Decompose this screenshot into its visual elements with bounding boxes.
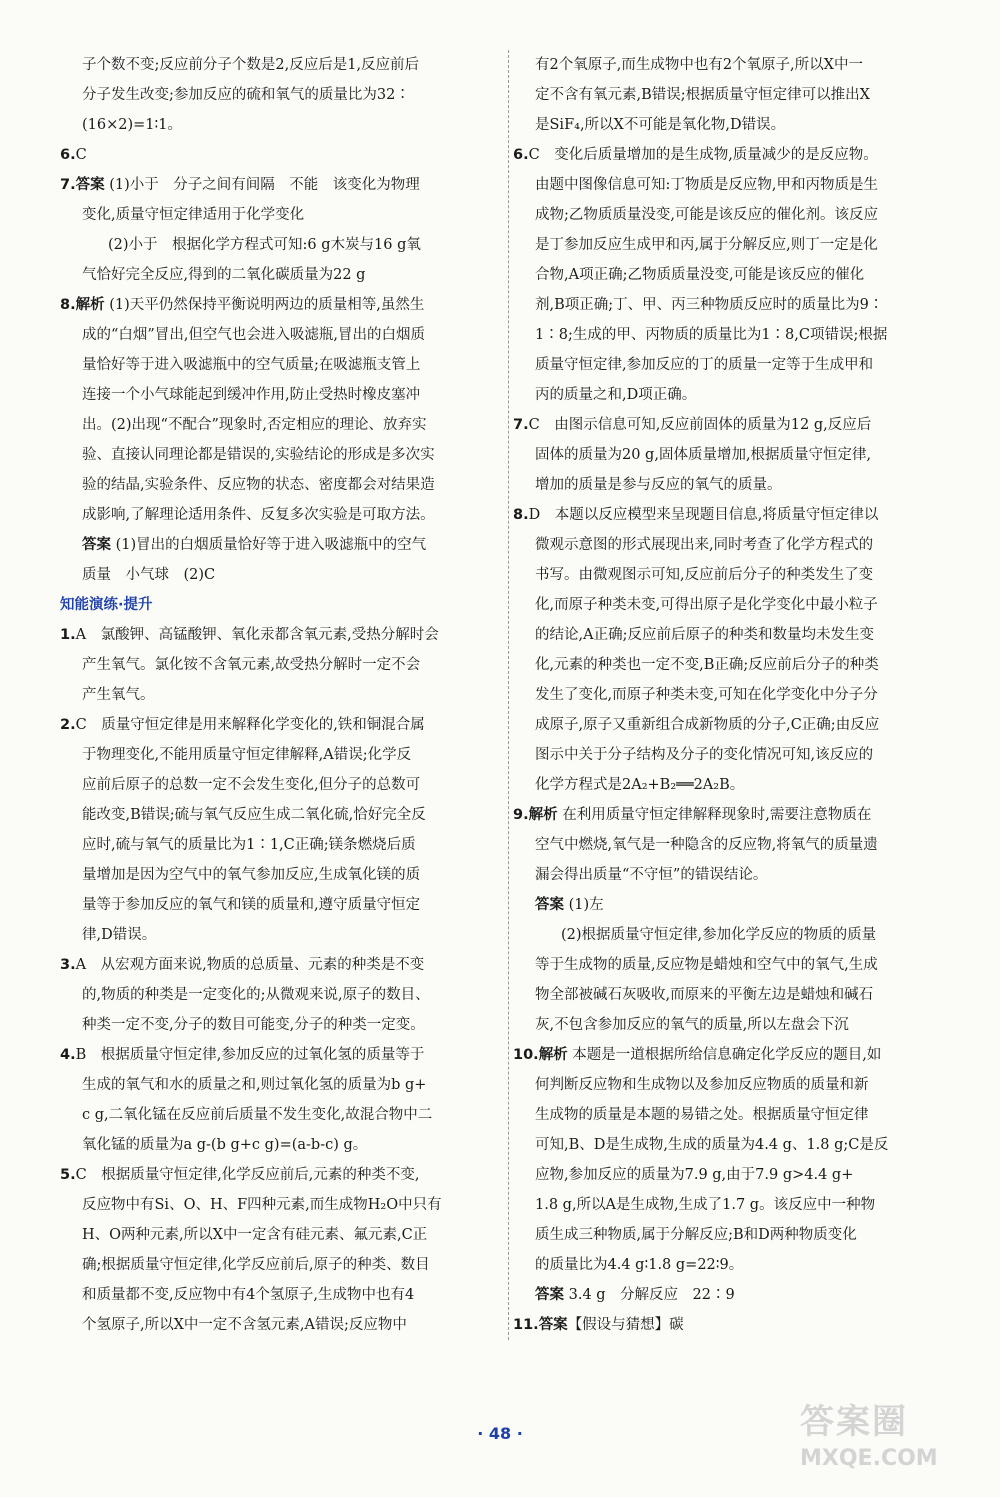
text-line bbox=[60, 740, 490, 770]
line-text: 的结论,A正确;反应前后原子的种类和数量均未发生变 bbox=[535, 627, 874, 643]
line-text: 质生成三种物质,属于分解反应;B和D两种物质变化 bbox=[535, 1227, 857, 1243]
text-line bbox=[513, 1310, 953, 1340]
line-text: 化学方程式是2A₂+B₂══2A₂B。 bbox=[535, 777, 745, 793]
watermark-bottom-text: MXQE.COM bbox=[800, 1446, 938, 1471]
text-line bbox=[513, 980, 953, 1010]
text-line bbox=[513, 80, 953, 110]
text-line bbox=[60, 1220, 490, 1250]
text-line bbox=[60, 350, 490, 380]
text-line bbox=[60, 530, 490, 560]
answer-tag: 答案 bbox=[538, 1317, 568, 1333]
text-line bbox=[60, 110, 490, 140]
text-line bbox=[513, 620, 953, 650]
text-line bbox=[513, 350, 953, 380]
line-text: 物全部被碱石灰吸收,而原来的平衡左边是蜡烛和碱石 bbox=[535, 987, 874, 1003]
line-text: (1)小于 分子之间有间隔 不能 该变化为物理 bbox=[104, 177, 420, 193]
line-text: (2)根据质量守恒定律,参加化学反应的物质的质量 bbox=[561, 927, 877, 943]
text-line bbox=[513, 410, 953, 440]
text-line bbox=[513, 1160, 953, 1190]
text-line bbox=[513, 1040, 953, 1070]
text-line bbox=[513, 860, 953, 890]
text-line bbox=[513, 170, 953, 200]
text-line bbox=[60, 410, 490, 440]
text-line bbox=[513, 530, 953, 560]
text-line bbox=[60, 1040, 490, 1070]
line-text: 由题中图像信息可知:丁物质是反应物,甲和丙物质是生 bbox=[535, 177, 878, 193]
line-text: 气恰好完全反应,得到的二氧化碳质量为22 g bbox=[82, 267, 366, 283]
text-line bbox=[513, 260, 953, 290]
line-text: 是丁参加反应生成甲和丙,属于分解反应,则丁一定是化 bbox=[535, 237, 878, 253]
line-text: 量等于参加反应的氧气和镁的质量和,遵守质量守恒定 bbox=[82, 897, 421, 913]
line-text: 化,而原子种类未变,可得出原子是化学变化中最小粒子 bbox=[535, 597, 878, 613]
question-number: 5. bbox=[60, 1167, 76, 1183]
text-line bbox=[60, 260, 490, 290]
text-line bbox=[513, 290, 953, 320]
text-line bbox=[60, 1160, 490, 1190]
line-text: (1)天平仍然保持平衡说明两边的质量相等,虽然生 bbox=[104, 297, 425, 313]
text-line bbox=[513, 320, 953, 350]
line-text: c g,二氧化锰在反应前后质量不发生变化,故混合物中二 bbox=[82, 1107, 433, 1123]
text-line bbox=[60, 650, 490, 680]
line-text: 出。(2)出现“不配合”现象时,否定相应的理论、放弃实 bbox=[82, 417, 427, 433]
text-line bbox=[60, 1310, 490, 1340]
text-line bbox=[60, 470, 490, 500]
line-text: 生成物的质量是本题的易错之处。根据质量守恒定律 bbox=[535, 1107, 869, 1123]
line-text: 的质量比为4.4 g∶1.8 g=22∶9。 bbox=[535, 1257, 744, 1273]
text-line bbox=[60, 170, 490, 200]
line-text: 律,D错误。 bbox=[82, 927, 157, 943]
line-text: 在利用质量守恒定律解释现象时,需要注意物质在 bbox=[557, 807, 872, 823]
line-text: 于物理变化,不能用质量守恒定律解释,A错误;化学反 bbox=[82, 747, 412, 763]
question-number: 8. bbox=[60, 297, 76, 313]
text-line bbox=[60, 440, 490, 470]
text-line bbox=[60, 830, 490, 860]
text-line bbox=[60, 860, 490, 890]
text-line bbox=[60, 50, 490, 80]
line-text: 产生氧气。氯化铵不含氧元素,故受热分解时一定不会 bbox=[82, 657, 421, 673]
text-line bbox=[60, 320, 490, 350]
line-text: 成的“白烟”冒出,但空气也会进入吸滤瓶,冒出的白烟质 bbox=[82, 327, 426, 343]
line-text: 漏会得出质量“不守恒”的错误结论。 bbox=[535, 867, 768, 883]
line-text: (1)左 bbox=[564, 897, 604, 913]
line-text: 氧化锰的质量为a g-(b g+c g)=(a-b-c) g。 bbox=[82, 1137, 368, 1153]
line-text: 化,元素的种类也一定不变,B正确;反应前后分子的种类 bbox=[535, 657, 879, 673]
line-text: 反应物中有Si、O、H、F四种元素,而生成物H₂O中只有 bbox=[82, 1197, 442, 1213]
line-text: 增加的质量是参与反应的氧气的质量。 bbox=[535, 477, 782, 493]
line-text: 验、直接认同理论都是错误的,实验结论的形成是多次实 bbox=[82, 447, 435, 463]
answer-tag: 解析 bbox=[528, 807, 558, 823]
text-line bbox=[513, 650, 953, 680]
answer-tag: 答案 bbox=[82, 537, 111, 553]
line-text: 合物,A项正确;乙物质质量没变,可能是该反应的催化 bbox=[535, 267, 865, 283]
line-text: 是SiF₄,所以X不可能是氧化物,D错误。 bbox=[535, 117, 786, 133]
question-number: 7. bbox=[513, 417, 529, 433]
text-line bbox=[60, 950, 490, 980]
question-number: 6. bbox=[60, 147, 76, 163]
text-line bbox=[60, 980, 490, 1010]
line-text: 应前后原子的总数一定不会发生变化,但分子的总数可 bbox=[82, 777, 421, 793]
question-number: 7. bbox=[60, 177, 76, 193]
text-line bbox=[60, 500, 490, 530]
line-text: 确;根据质量守恒定律,化学反应前后,原子的种类、数目 bbox=[82, 1257, 430, 1273]
line-text: C 由图示信息可知,反应前固体的质量为12 g,反应后 bbox=[528, 417, 872, 433]
text-line bbox=[60, 200, 490, 230]
line-text: C 根据质量守恒定律,化学反应前后,元素的种类不变, bbox=[75, 1167, 420, 1183]
line-text: C bbox=[75, 147, 87, 163]
line-text: 丙的质量之和,D项正确。 bbox=[535, 387, 697, 403]
line-text: 等于生成物的质量,反应物是蜡烛和空气中的氧气,生成 bbox=[535, 957, 878, 973]
question-number: 6. bbox=[513, 147, 529, 163]
line-text: 的,物质的种类是一定变化的;从微观来说,原子的数目、 bbox=[82, 987, 430, 1003]
line-text: 连接一个小气球能起到缓冲作用,防止受热时橡皮塞冲 bbox=[82, 387, 421, 403]
line-text: (2)小于 根据化学方程式可知:6 g木炭与16 g氧 bbox=[108, 237, 421, 253]
text-line bbox=[60, 80, 490, 110]
text-line bbox=[513, 590, 953, 620]
answer-tag: 答案 bbox=[535, 897, 564, 913]
answer-tag: 解析 bbox=[538, 1047, 568, 1063]
text-line bbox=[513, 1010, 953, 1040]
text-line bbox=[513, 1070, 953, 1100]
line-text: 可知,B、D是生成物,生成的质量为4.4 g、1.8 g;C是反 bbox=[535, 1137, 889, 1153]
line-text: 剂,B项正确;丁、甲、丙三种物质反应时的质量比为9∶ bbox=[535, 297, 884, 313]
line-text: 空气中燃烧,氧气是一种隐含的反应物,将氧气的质量遗 bbox=[535, 837, 878, 853]
text-line bbox=[60, 800, 490, 830]
text-line bbox=[513, 440, 953, 470]
question-number: 11. bbox=[513, 1317, 539, 1333]
text-line bbox=[513, 470, 953, 500]
text-line bbox=[60, 1280, 490, 1310]
text-line bbox=[60, 1100, 490, 1130]
line-text: (16×2)=1∶1。 bbox=[82, 117, 183, 133]
section-heading bbox=[60, 590, 490, 620]
text-line bbox=[513, 740, 953, 770]
watermark-logo bbox=[800, 1400, 985, 1490]
line-text: 1.8 g,所以A是生成物,生成了1.7 g。该反应中一种物 bbox=[535, 1197, 876, 1213]
line-text: 个氢原子,所以X中一定不含氢元素,A错误;反应物中 bbox=[82, 1317, 407, 1333]
section-title-text: 知能演练·提升 bbox=[60, 597, 153, 613]
line-text: 应时,硫与氧气的质量比为1∶1,C正确;镁条燃烧后质 bbox=[82, 837, 416, 853]
text-line bbox=[60, 770, 490, 800]
text-line bbox=[513, 800, 953, 830]
line-text: C 质量守恒定律是用来解释化学变化的,铁和铜混合属 bbox=[75, 717, 425, 733]
answer-tag: 答案 bbox=[75, 177, 105, 193]
question-number: 4. bbox=[60, 1047, 76, 1063]
text-line bbox=[513, 1130, 953, 1160]
answer-tag: 答案 bbox=[535, 1287, 564, 1303]
line-text: 书写。由微观图示可知,反应前后分子的种类发生了变 bbox=[535, 567, 874, 583]
text-line bbox=[60, 1190, 490, 1220]
text-line bbox=[513, 1100, 953, 1130]
left-column bbox=[60, 50, 490, 1340]
line-text: A 从宏观方面来说,物质的总质量、元素的种类是不变 bbox=[75, 957, 425, 973]
question-number: 10. bbox=[513, 1047, 539, 1063]
text-line bbox=[513, 380, 953, 410]
question-number: 8. bbox=[513, 507, 529, 523]
line-text: 图示中关于分子结构及分子的变化情况可知,该反应的 bbox=[535, 747, 874, 763]
text-line bbox=[513, 560, 953, 590]
line-text: 成原子,原子又重新组合成新物质的分子,C正确;由反应 bbox=[535, 717, 880, 733]
text-line bbox=[513, 110, 953, 140]
question-number: 1. bbox=[60, 627, 76, 643]
text-line bbox=[513, 890, 953, 920]
line-text: D 本题以反应模型来呈现题目信息,将质量守恒定律以 bbox=[528, 507, 879, 523]
line-text: 变化,质量守恒定律适用于化学变化 bbox=[82, 207, 305, 223]
text-line bbox=[60, 710, 490, 740]
text-line bbox=[513, 830, 953, 860]
text-line bbox=[60, 1130, 490, 1160]
text-line bbox=[60, 140, 490, 170]
line-text: H、O两种元素,所以X中一定含有硅元素、氟元素,C正 bbox=[82, 1227, 428, 1243]
text-line bbox=[513, 1280, 953, 1310]
text-line bbox=[60, 920, 490, 950]
line-text: B 根据质量守恒定律,参加反应的过氧化氢的质量等于 bbox=[75, 1047, 425, 1063]
line-text: 成物;乙物质质量没变,可能是该反应的催化剂。该反应 bbox=[535, 207, 878, 223]
text-line bbox=[60, 1250, 490, 1280]
answer-tag: 解析 bbox=[75, 297, 105, 313]
line-text: 微观示意图的形式展现出来,同时考查了化学方程式的 bbox=[535, 537, 874, 553]
line-text: 定不含有氧元素,B错误;根据质量守恒定律可以推出X bbox=[535, 87, 870, 103]
text-line bbox=[60, 290, 490, 320]
line-text: A 氯酸钾、高锰酸钾、氧化汞都含氧元素,受热分解时会 bbox=[75, 627, 439, 643]
text-line bbox=[60, 1010, 490, 1040]
line-text: 子个数不变;反应前分子个数是2,反应后是1,反应前后 bbox=[82, 57, 420, 73]
text-line bbox=[513, 50, 953, 80]
line-text: 产生氧气。 bbox=[82, 687, 155, 703]
text-line bbox=[513, 230, 953, 260]
text-line bbox=[513, 1190, 953, 1220]
text-line bbox=[60, 560, 490, 590]
text-line bbox=[513, 680, 953, 710]
text-line bbox=[60, 680, 490, 710]
line-text: 有2个氧原子,而生成物中也有2个氧原子,所以X中一 bbox=[535, 57, 863, 73]
line-text: 质量 小气球 (2)C bbox=[82, 567, 216, 583]
text-line bbox=[513, 140, 953, 170]
text-line bbox=[60, 620, 490, 650]
line-text: 分子发生改变;参加反应的硫和氧气的质量比为32∶ bbox=[82, 87, 410, 103]
line-text: 发生了变化,而原子种类未变,可知在化学变化中分子分 bbox=[535, 687, 878, 703]
line-text: C 变化后质量增加的是生成物,质量减少的是反应物。 bbox=[528, 147, 878, 163]
line-text: (1)冒出的白烟质量恰好等于进入吸滤瓶中的空气 bbox=[111, 537, 427, 553]
line-text: 3.4 g 分解反应 22∶9 bbox=[564, 1287, 735, 1303]
text-line bbox=[60, 230, 490, 260]
question-number: 9. bbox=[513, 807, 529, 823]
line-text: 能改变,B错误;硫与氧气反应生成二氧化硫,恰好完全反 bbox=[82, 807, 426, 823]
line-text: 1∶8;生成的甲、丙物质的质量比为1∶8,C项错误;根据 bbox=[535, 327, 888, 343]
line-text: 和质量都不变,反应物中有4个氢原子,生成物中也有4 bbox=[82, 1287, 415, 1303]
line-text: 验的结晶,实验条件、反应物的状态、密度都会对结果造 bbox=[82, 477, 435, 493]
line-text: 成影响,了解理论适用条件、反复多次实验是可取方法。 bbox=[82, 507, 435, 523]
text-line bbox=[513, 710, 953, 740]
text-line bbox=[513, 1220, 953, 1250]
text-line bbox=[60, 890, 490, 920]
line-text: 【假设与猜想】碳 bbox=[567, 1317, 684, 1333]
line-text: 量恰好等于进入吸滤瓶中的空气质量;在吸滤瓶支管上 bbox=[82, 357, 421, 373]
line-text: 种类一定不变,分子的数目可能变,分子的种类一定变。 bbox=[82, 1017, 425, 1033]
line-text: 质量守恒定律,参加反应的丁的质量一定等于生成甲和 bbox=[535, 357, 874, 373]
line-text: 本题是一道根据所给信息确定化学反应的题目,如 bbox=[567, 1047, 882, 1063]
text-line bbox=[513, 950, 953, 980]
line-text: 何判断反应物和生成物以及参加反应物质的质量和新 bbox=[535, 1077, 869, 1093]
text-line bbox=[513, 500, 953, 530]
right-column bbox=[508, 50, 953, 1340]
line-text: 灰,不包含参加反应的氧气的质量,所以左盘会下沉 bbox=[535, 1017, 849, 1033]
watermark-top-text: 答案圈 bbox=[800, 1402, 908, 1442]
page-number: · 48 · bbox=[477, 1424, 523, 1443]
text-line bbox=[513, 1250, 953, 1280]
text-line bbox=[513, 920, 953, 950]
line-text: 固体的质量为20 g,固体质量增加,根据质量守恒定律, bbox=[535, 447, 872, 463]
question-number: 2. bbox=[60, 717, 76, 733]
line-text: 应物,参加反应的质量为7.9 g,由于7.9 g>4.4 g+ bbox=[535, 1167, 854, 1183]
line-text: 量增加是因为空气中的氧气参加反应,生成氧化镁的质 bbox=[82, 867, 421, 883]
question-number: 3. bbox=[60, 957, 76, 973]
text-line bbox=[60, 380, 490, 410]
line-text: 生成的氧气和水的质量之和,则过氧化氢的质量为b g+ bbox=[82, 1077, 427, 1093]
text-line bbox=[60, 1070, 490, 1100]
text-line bbox=[513, 200, 953, 230]
text-line bbox=[513, 770, 953, 800]
